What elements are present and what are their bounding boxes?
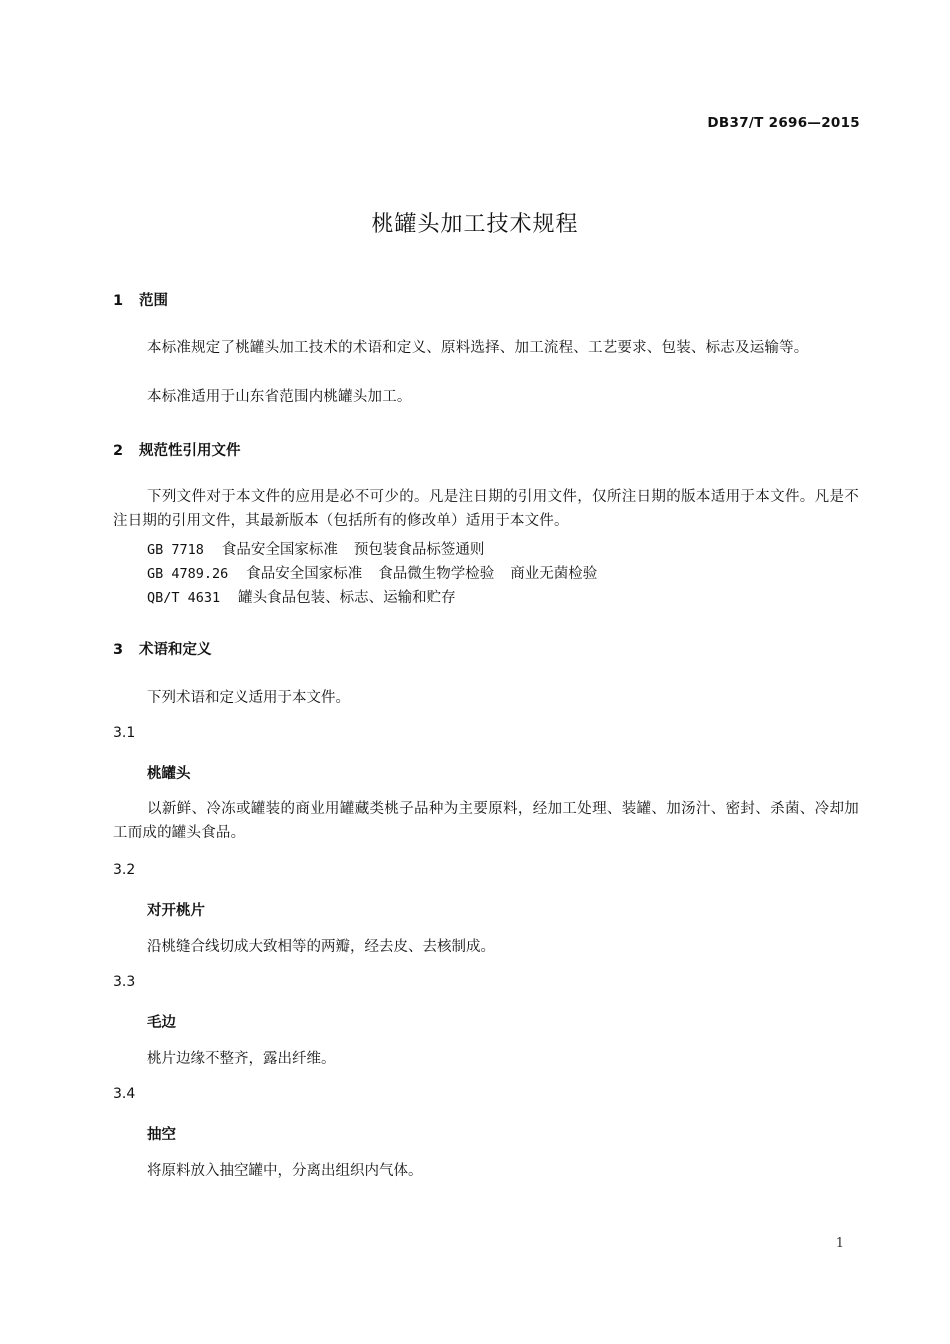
reference-title-part: 食品微生物学检验 [378,566,495,582]
section-2-title: 规范性引用文件 [139,443,241,459]
section-3-number: 3 [113,642,124,658]
term-name: 桃罐头 [147,766,191,782]
term-definition: 将原料放入抽空罐中，分离出组织内气体。 [147,1163,423,1179]
term-definition: 桃片边缘不整齐，露出纤维。 [147,1051,336,1067]
section-2-heading [113,439,241,460]
section-1-paragraph-1: 本标准规定了桃罐头加工技术的术语和定义、原料选择、加工流程、工艺要求、包装、标志及运输等。 [147,340,809,356]
reference-title-part: 预包装食品标签通则 [353,542,485,558]
reference-title-part: 商业无菌检验 [510,566,598,582]
reference-code: QB/T 4631 [147,590,221,606]
term-number: 3.2 [113,862,136,878]
reference-item [147,586,456,607]
term-number: 3.3 [113,974,136,990]
section-1-title: 范围 [139,293,168,309]
document-title: 桃罐头加工技术规程 [371,212,579,237]
term-number: 3.1 [113,725,136,741]
reference-title-part: 食品安全国家标准 [246,566,363,582]
term-definition: 以新鲜、冷冻或罐装的商业用罐藏类桃子品种为主要原料，经加工处理、装罐、加汤汁、密封、杀菌、冷却加工而成的罐头食品。 [113,801,859,841]
section-1-heading [113,289,168,310]
document-code: DB37/T 2696—2015 [707,115,860,131]
term-definition: 沿桃缝合线切成大致相等的两瓣，经去皮、去核制成。 [147,939,495,955]
section-2-number: 2 [113,443,124,459]
section-3-heading [113,638,212,659]
reference-title-part: 罐头食品包装、标志、运输和贮存 [238,590,456,606]
section-1-number: 1 [113,293,124,309]
reference-title-part: 食品安全国家标准 [221,542,338,558]
section-3-title: 术语和定义 [139,642,212,658]
reference-code: GB 7718 [147,542,204,558]
section-2-paragraph-1: 下列文件对于本文件的应用是必不可少的。凡是注日期的引用文件，仅所注日期的版本适用于本文件。凡是不注日期的引用文件，其最新版本（包括所有的修改单）适用于本文件。 [113,489,859,529]
term-number: 3.4 [113,1086,136,1102]
page-number: 1 [835,1236,844,1251]
section-1-paragraph-2: 本标准适用于山东省范围内桃罐头加工。 [147,389,412,405]
reference-item [147,562,597,583]
reference-code: GB 4789.26 [147,566,229,582]
term-name: 抽空 [147,1127,176,1143]
reference-item [147,538,484,559]
term-name: 对开桃片 [147,903,205,919]
section-3-intro: 下列术语和定义适用于本文件。 [147,690,350,706]
term-name: 毛边 [147,1015,176,1031]
